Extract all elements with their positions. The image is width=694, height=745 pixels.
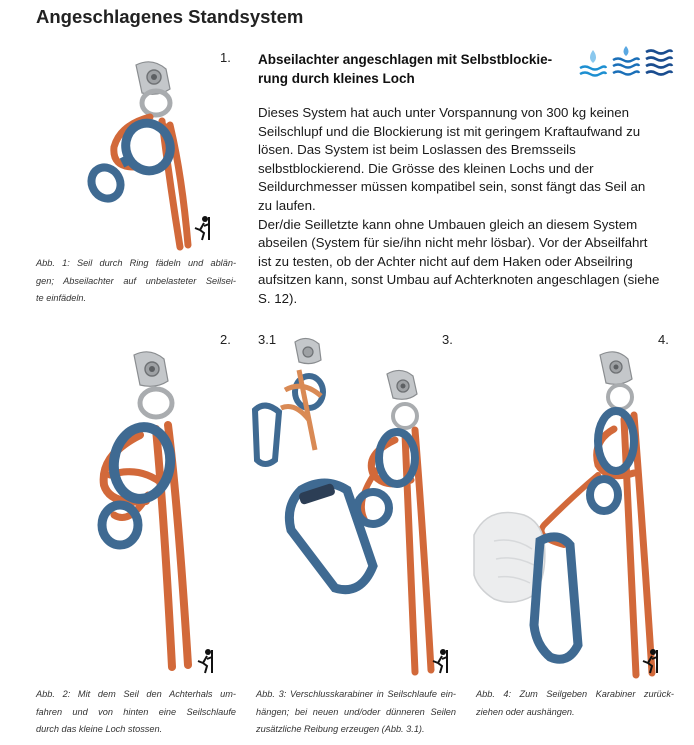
figure-2-rope-rig <box>60 345 240 675</box>
caption-2-line: fahren und von hinten eine Seilschlaufe <box>36 706 236 717</box>
water-level-icons <box>578 46 674 85</box>
caption-1-line: Abb. 1: Seil durch Ring fädeln und ablän- <box>36 258 236 268</box>
climber-icon-4 <box>640 648 662 679</box>
step-3-1-number: 3.1 <box>258 332 277 347</box>
step-2-number: 2. <box>220 332 231 347</box>
body-paragraph-1: Dieses System hat auch unter Vorspannung von 300 kg keinen Seilschlupf und die Blockierung ist mit geringem Kraftaufwand zu lösen. Das System ist beim Loslassen des Bremsseils selbstblockierend. Die Grösse des kleinen Lochs und der Seildurchmesser müssen kompatibel sein, sonst fängt das Seil an zu laufen. <box>258 105 646 213</box>
caption-2-line: durch das kleine Loch stossen. <box>36 724 163 734</box>
step-1-heading-line: Abseilachter angeschlagen mit Selbstblockie- <box>258 52 553 67</box>
climber-icon-3 <box>430 648 452 679</box>
water-level-low-icon <box>580 50 606 76</box>
caption-4-line: ziehen oder aushängen. <box>476 706 575 717</box>
water-level-high-icon <box>646 51 672 75</box>
climber-icon-1 <box>192 215 214 246</box>
caption-3 <box>256 686 456 739</box>
inset-3-1 <box>255 338 323 464</box>
caption-1-line: te einfädeln. <box>36 293 87 303</box>
step-1-body <box>258 104 660 309</box>
caption-1-line: gen; Abseilachter auf unbelasteter Seilsei- <box>36 275 236 286</box>
step-4-number: 4. <box>658 332 669 347</box>
caption-4-line: Abb. 4: Zum Seilgeben Karabiner zurück- <box>476 689 674 699</box>
caption-2 <box>36 686 236 739</box>
step-1-heading <box>258 50 578 88</box>
step-3-number: 3. <box>442 332 453 347</box>
caption-4 <box>476 686 674 721</box>
water-level-mid-icon <box>613 46 639 75</box>
hanger-bolt <box>387 370 417 399</box>
caption-1 <box>36 255 236 308</box>
hanger-bolt <box>600 352 632 385</box>
caption-3-line: hängen; bei neuen und/oder dünneren Seilen <box>256 706 456 717</box>
step-1-heading-line: rung durch kleines Loch <box>258 71 415 86</box>
figure-4-rope-rig <box>474 345 679 675</box>
caption-2-line: Abb. 2: Mit dem Seil den Achterhals um- <box>36 689 236 699</box>
body-paragraph-2: Der/die Seilletzte kann ohne Umbauen gleich an diesem System abseilen (System für sie/ihn nicht mehr lösbar). Vor der Abseilfahrt ist zu testen, ob der Achter nicht auf dem Haken oder Abseilring aufsitzen kann, sonst Umbau auf Achterknoten angeschlagen (siehe S. 12). <box>258 216 660 306</box>
page-title: Angeschlagenes Standsystem <box>36 6 304 27</box>
figure-3-rope-rig <box>255 330 455 675</box>
caption-3-line: Abb. 3: Verschlusskarabiner in Seilschlaufe ein- <box>256 689 456 699</box>
step-1-number: 1. <box>220 50 231 65</box>
hanger-bolt <box>134 352 168 387</box>
carabiner <box>534 537 578 659</box>
caption-3-line: zusätzliche Reibung erzeugen (Abb. 3.1). <box>256 724 425 734</box>
figure-eight-descender <box>86 117 177 204</box>
climber-icon-2 <box>195 648 217 679</box>
